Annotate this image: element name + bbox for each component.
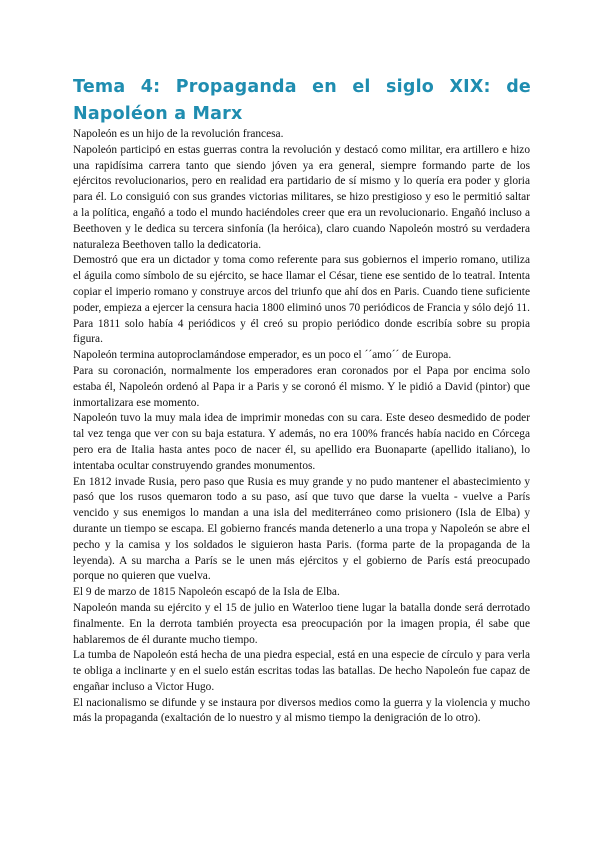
- paragraph: El nacionalismo se difunde y se instaura por diversos medios como la guerra y la violencia y mucho más la propaganda (exaltación de lo nuestro y al mismo tiempo la denigración de lo otro).: [73, 696, 530, 725]
- paragraph: Napoleón termina autoproclamándose emperador, es un poco el ´´amo´´ de Europa.: [73, 349, 452, 362]
- paragraph: Demostró que era un dictador y toma como referente para sus gobiernos el imperio romano, utiliza el águila como símbolo de su ejército, se hace llamar el César, tiene ese sentido de lo teatral. Intenta copiar el imperio romano y construye arcos del triunfo que ahí dos en Paris. Cuando tiene suficiente poder, empieza a ejercer la censura hacia 1800 eliminó unos 70 periódicos de Francia y sólo dejó 11. Para 1811 solo había 4 periódicos y él creó su propio periódico donde escribía sobre su propia figura.: [73, 254, 530, 346]
- document-title: Tema 4: Propaganda en el siglo XIX: de Napoléon a Marx: [73, 77, 531, 124]
- document-body: [73, 127, 530, 727]
- paragraph: Napoleón manda su ejército y el 15 de julio en Waterloo tiene lugar la batalla donde será derrotado finalmente. En la derrota también proyecta esa preocupación por la imagen propia, él sabe que hablaremos de él durante mucho tiempo.: [73, 601, 530, 646]
- paragraph: Napoleón tuvo la muy mala idea de imprimir monedas con su cara. Este deseo desmedido de poder tal vez tenga que ver con su baja estatura. Y además, no era 100% francés había nacido en Córcega pero era de Italia hasta antes poco de nacer él, su apellido era Buonaparte (apellido italiano), lo intentaba ocultar construyendo grandes monumentos.: [73, 412, 530, 472]
- paragraph: Para su coronación, normalmente los emperadores eran coronados por el Papa por encima solo estaba él, Napoleón ordenó al Papa ir a Paris y se coronó él mismo. Y le pidió a David (pintor) que inmortalizara ese momento.: [73, 364, 530, 409]
- paragraph: Napoleón participó en estas guerras contra la revolución y destacó como militar, era artillero e hizo una rapidísima carrera tanto que siendo jóven ya era general, siempre formando parte de los ejércitos revolucionarios, pero en realidad era partidario de sí mismo y lo quería era poder y gloria para él. Lo consiguió con sus grandes victorias militares, se hizo prestigioso y eso le permitió saltar a la política, engañó a todo el mundo haciéndoles creer que era un revolucionario. Engañó incluso a Beethoven y le dedica su tercera sinfonía (la heróica), claro cuando Napoleón mostró su verdadera naturaleza Beethoven tallo la dedicatoria.: [73, 143, 530, 251]
- paragraph: Napoleón es un hijo de la revolución francesa.: [73, 128, 284, 140]
- paragraph: El 9 de marzo de 1815 Napoleón escapó de la Isla de Elba.: [73, 586, 340, 599]
- paragraph: La tumba de Napoleón está hecha de una piedra especial, está en una especie de círculo y para verla te obliga a inclinarte y en el suelo están escritas todas las batallas. De hecho Napoleón fue capaz de engañar incluso a Victor Hugo.: [73, 649, 530, 693]
- paragraph: En 1812 invade Rusia, pero paso que Rusia es muy grande y no pudo mantener el abastecimiento y pasó que los rusos quemaron todo a su paso, así que tuvo que darse la vuelta - vuelve a París vencido y sus enemigos lo mandan a una isla del mediterráneo como prisionero (Isla de Elba) y durante un tiempo se escapa. El gobierno francés manda detenerlo a una tropa y Napoleón se abre el pecho y la camisa y los soldados le siguieron hasta Paris. (forma parte de la propaganda de la leyenda). A su marcha a París se le unen más ejércitos y el gobierno de París está preocupado porque no quieren que vuelva.: [73, 475, 530, 583]
